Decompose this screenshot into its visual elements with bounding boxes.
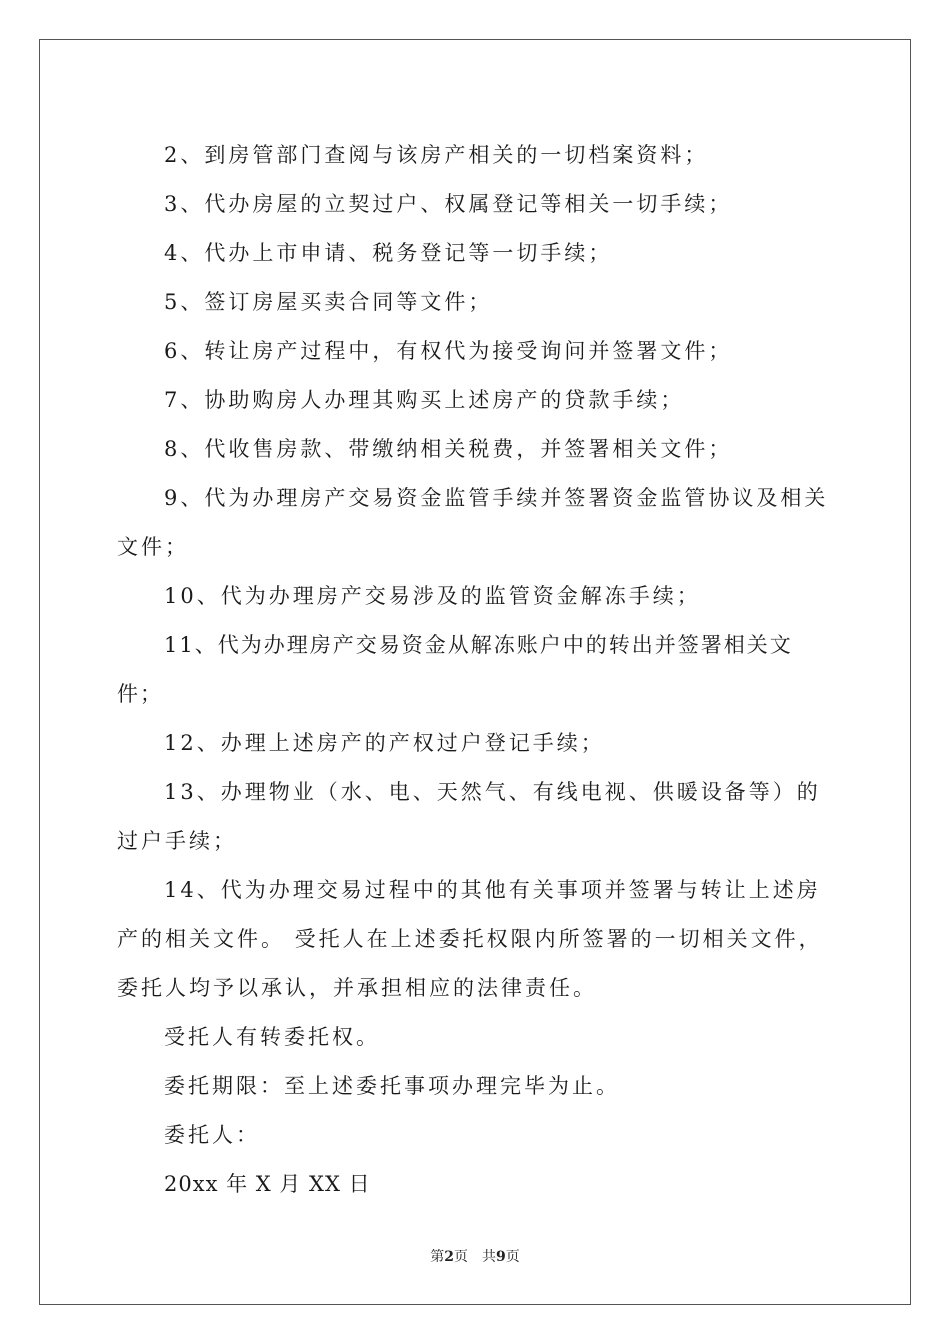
paragraph-term: 委托期限：至上述委托事项办理完毕为止。 (164, 1074, 620, 1098)
paragraph-item-3: 3、代办房屋的立契过户、权属登记等相关一切手续； (164, 192, 733, 216)
paragraph-principal-signature: 委托人： (164, 1123, 260, 1147)
footer-total-suffix: 页 (505, 1249, 520, 1265)
paragraph-item-12: 12、办理上述房产的产权过户登记手续； (164, 731, 605, 755)
footer-total-prefix: 共 (482, 1249, 496, 1265)
paragraph-item-4: 4、代办上市申请、税务登记等一切手续； (164, 241, 613, 265)
paragraph-item-14: 14、代为办理交易过程中的其他有关事项并签署与转让上述房产的相关文件。 受托人在上述委托权限内所签署的一切相关文件，委托人均予以承认，并承担相应的法律责任。 (117, 878, 823, 1000)
paragraph-item-5: 5、签订房屋买卖合同等文件； (164, 290, 493, 314)
page-footer (0, 1246, 950, 1266)
paragraph-item-2: 2、到房管部门查阅与该房产相关的一切档案资料； (164, 143, 709, 167)
footer-page-mid: 页 (454, 1249, 468, 1265)
paragraph-sub-delegation: 受托人有转委托权。 (164, 1025, 380, 1049)
paragraph-item-13: 13、办理物业（水、电、天然气、有线电视、供暖设备等）的过户手续； (117, 780, 821, 853)
paragraph-item-8: 8、代收售房款、带缴纳相关税费，并签署相关文件； (164, 437, 733, 461)
paragraph-item-9: 9、代为办理房产交易资金监管手续并签署资金监管协议及相关文件； (117, 486, 829, 559)
footer-page-total: 9 (496, 1249, 506, 1265)
paragraph-item-6: 6、转让房产过程中，有权代为接受询问并签署文件； (164, 339, 733, 363)
document-body (117, 131, 837, 1209)
paragraph-date: 20xx 年 X 月 XX 日 (164, 1172, 371, 1196)
footer-page-current: 2 (444, 1249, 454, 1265)
paragraph-item-11: 11、代为办理房产交易资金从解冻账户中的转出并签署相关文件； (117, 633, 793, 706)
paragraph-item-10: 10、代为办理房产交易涉及的监管资金解冻手续； (164, 584, 701, 608)
paragraph-item-7: 7、协助购房人办理其购买上述房产的贷款手续； (164, 388, 685, 412)
footer-page-prefix: 第 (430, 1249, 445, 1265)
